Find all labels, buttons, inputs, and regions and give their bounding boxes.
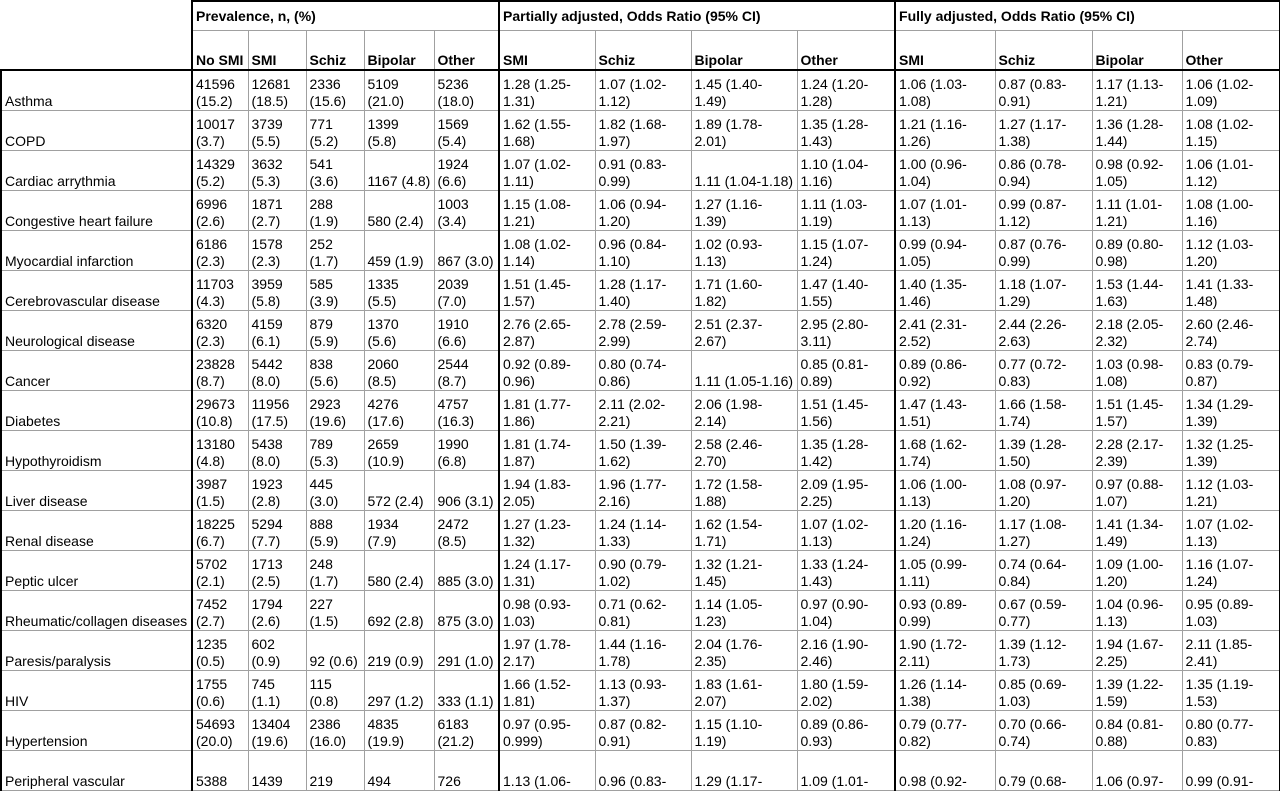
partial-or-cell: 1.83 (1.61-2.07): [691, 671, 797, 711]
row-label: Cancer: [1, 351, 192, 391]
full-or-cell: 1.17 (1.13-1.21): [1092, 70, 1182, 111]
prevalence-cell: 92 (0.6): [306, 631, 364, 671]
full-or-cell: 1.06 (1.00-1.13): [895, 471, 995, 511]
table-row: [1, 711, 1280, 751]
prevalence-cell: 2039 (7.0): [434, 271, 499, 311]
prevalence-cell: 6320 (2.3): [192, 311, 248, 351]
full-or-cell: 1.16 (1.07-1.24): [1182, 551, 1280, 591]
partial-or-cell: 2.04 (1.76-2.35): [691, 631, 797, 671]
row-label: Paresis/paralysis: [1, 631, 192, 671]
table-row: [1, 671, 1280, 711]
row-label: Myocardial infarction: [1, 231, 192, 271]
col-header-other: Other: [434, 31, 499, 71]
row-label: Neurological disease: [1, 311, 192, 351]
partial-or-cell: 0.80 (0.74-0.86): [595, 351, 691, 391]
full-or-cell: 2.44 (2.26-2.63): [995, 311, 1092, 351]
prevalence-cell: 1569 (5.4): [434, 111, 499, 151]
table-row: [1, 631, 1280, 671]
full-or-cell: 2.18 (2.05-2.32): [1092, 311, 1182, 351]
full-or-cell: 0.79 (0.68-: [995, 751, 1092, 791]
prevalence-cell: 2923 (19.6): [306, 391, 364, 431]
prevalence-cell: 1370 (5.6): [364, 311, 434, 351]
row-label: Hypothyroidism: [1, 431, 192, 471]
full-or-cell: 1.94 (1.67-2.25): [1092, 631, 1182, 671]
table-row: [1, 191, 1280, 231]
row-label: Asthma: [1, 70, 192, 111]
row-label: Liver disease: [1, 471, 192, 511]
full-or-cell: 2.60 (2.46-2.74): [1182, 311, 1280, 351]
full-or-cell: 0.99 (0.87-1.12): [995, 191, 1092, 231]
row-label: Diabetes: [1, 391, 192, 431]
partial-or-cell: 0.97 (0.90-1.04): [797, 591, 895, 631]
prevalence-cell: 6996 (2.6): [192, 191, 248, 231]
partial-or-cell: 1.07 (1.02-1.11): [499, 151, 595, 191]
row-label: HIV: [1, 671, 192, 711]
full-or-cell: 1.36 (1.28-1.44): [1092, 111, 1182, 151]
full-or-cell: 1.17 (1.08-1.27): [995, 511, 1092, 551]
partial-or-cell: 1.28 (1.25-1.31): [499, 70, 595, 111]
full-or-cell: 1.06 (0.97-: [1092, 751, 1182, 791]
full-or-cell: 1.12 (1.03-1.20): [1182, 231, 1280, 271]
full-or-cell: 2.11 (1.85-2.41): [1182, 631, 1280, 671]
partial-or-cell: 1.13 (1.06-: [499, 751, 595, 791]
full-or-cell: 1.35 (1.19-1.53): [1182, 671, 1280, 711]
prevalence-cell: 248 (1.7): [306, 551, 364, 591]
table-row: [1, 391, 1280, 431]
table-row: [1, 751, 1280, 791]
prevalence-cell: 2386 (16.0): [306, 711, 364, 751]
partial-or-cell: 1.32 (1.21-1.45): [691, 551, 797, 591]
partial-or-cell: 2.09 (1.95-2.25): [797, 471, 895, 511]
partial-or-cell: 2.51 (2.37-2.67): [691, 311, 797, 351]
table-row: [1, 351, 1280, 391]
partial-or-cell: 0.91 (0.83-0.99): [595, 151, 691, 191]
prevalence-cell: 10017 (3.7): [192, 111, 248, 151]
partial-or-cell: 2.76 (2.65-2.87): [499, 311, 595, 351]
full-or-cell: 0.70 (0.66-0.74): [995, 711, 1092, 751]
col-header-no-smi: No SMI: [192, 31, 248, 71]
full-group-header: Fully adjusted, Odds Ratio (95% CI): [895, 1, 1280, 31]
partial-or-cell: 1.94 (1.83-2.05): [499, 471, 595, 511]
full-or-cell: 1.18 (1.07-1.29): [995, 271, 1092, 311]
col-header-partial-smi: SMI: [499, 31, 595, 71]
partial-or-cell: 1.09 (1.01-: [797, 751, 895, 791]
prevalence-cell: 888 (5.9): [306, 511, 364, 551]
prevalence-cell: 18225 (6.7): [192, 511, 248, 551]
partial-or-cell: 1.15 (1.07-1.24): [797, 231, 895, 271]
prevalence-cell: 5442 (8.0): [248, 351, 306, 391]
full-or-cell: 1.06 (1.02-1.09): [1182, 70, 1280, 111]
partial-or-cell: 1.62 (1.55-1.68): [499, 111, 595, 151]
prevalence-cell: 572 (2.4): [364, 471, 434, 511]
prevalence-cell: 23828 (8.7): [192, 351, 248, 391]
partial-or-cell: 1.45 (1.40-1.49): [691, 70, 797, 111]
partial-or-cell: 1.35 (1.28-1.43): [797, 111, 895, 151]
col-header-full-smi: SMI: [895, 31, 995, 71]
prevalence-cell: 6186 (2.3): [192, 231, 248, 271]
full-or-cell: 1.11 (1.01-1.21): [1092, 191, 1182, 231]
partial-or-cell: 1.81 (1.77-1.86): [499, 391, 595, 431]
full-or-cell: 0.85 (0.69-1.03): [995, 671, 1092, 711]
full-or-cell: 1.26 (1.14-1.38): [895, 671, 995, 711]
partial-or-cell: 1.66 (1.52-1.81): [499, 671, 595, 711]
prevalence-cell: 602 (0.9): [248, 631, 306, 671]
prevalence-cell: 580 (2.4): [364, 551, 434, 591]
table-row: [1, 511, 1280, 551]
prevalence-cell: 4835 (19.9): [364, 711, 434, 751]
partial-or-cell: 1.10 (1.04-1.16): [797, 151, 895, 191]
prevalence-cell: 5294 (7.7): [248, 511, 306, 551]
partial-or-cell: 1.14 (1.05-1.23): [691, 591, 797, 631]
prevalence-cell: 13180 (4.8): [192, 431, 248, 471]
col-header-partial-schiz: Schiz: [595, 31, 691, 71]
prevalence-cell: 789 (5.3): [306, 431, 364, 471]
full-or-cell: 1.34 (1.29-1.39): [1182, 391, 1280, 431]
partial-or-cell: 1.89 (1.78-2.01): [691, 111, 797, 151]
table-row: [1, 271, 1280, 311]
partial-or-cell: 0.89 (0.86-0.93): [797, 711, 895, 751]
partial-or-cell: 0.85 (0.81-0.89): [797, 351, 895, 391]
prevalence-cell: 1755 (0.6): [192, 671, 248, 711]
partial-or-cell: 1.50 (1.39-1.62): [595, 431, 691, 471]
full-or-cell: 0.98 (0.92-: [895, 751, 995, 791]
partial-or-cell: 1.82 (1.68-1.97): [595, 111, 691, 151]
prevalence-cell: 459 (1.9): [364, 231, 434, 271]
prevalence-cell: 219 (0.9): [364, 631, 434, 671]
full-or-cell: 0.80 (0.77-0.83): [1182, 711, 1280, 751]
full-or-cell: 0.93 (0.89-0.99): [895, 591, 995, 631]
full-or-cell: 1.32 (1.25-1.39): [1182, 431, 1280, 471]
full-or-cell: 1.04 (0.96-1.13): [1092, 591, 1182, 631]
full-or-cell: 1.08 (1.02-1.15): [1182, 111, 1280, 151]
partial-or-cell: 1.24 (1.17-1.31): [499, 551, 595, 591]
full-or-cell: 2.41 (2.31-2.52): [895, 311, 995, 351]
partial-or-cell: 1.80 (1.59-2.02): [797, 671, 895, 711]
prevalence-cell: 11703 (4.3): [192, 271, 248, 311]
col-header-full-bipolar: Bipolar: [1092, 31, 1182, 71]
full-or-cell: 1.05 (0.99-1.11): [895, 551, 995, 591]
prevalence-cell: 1924 (6.6): [434, 151, 499, 191]
partial-or-cell: 0.96 (0.83-: [595, 751, 691, 791]
row-label: Peripheral vascular: [1, 751, 192, 791]
prevalence-cell: 54693 (20.0): [192, 711, 248, 751]
partial-or-cell: 1.28 (1.17-1.40): [595, 271, 691, 311]
partial-or-cell: 2.06 (1.98-2.14): [691, 391, 797, 431]
full-or-cell: 1.68 (1.62-1.74): [895, 431, 995, 471]
table-row: [1, 431, 1280, 471]
prevalence-cell: 252 (1.7): [306, 231, 364, 271]
partial-or-cell: 0.96 (0.84-1.10): [595, 231, 691, 271]
prevalence-cell: 445 (3.0): [306, 471, 364, 511]
prevalence-cell: 227 (1.5): [306, 591, 364, 631]
prevalence-cell: 219: [306, 751, 364, 791]
prevalence-cell: 4757 (16.3): [434, 391, 499, 431]
prevalence-cell: 867 (3.0): [434, 231, 499, 271]
partial-or-cell: 1.29 (1.17-: [691, 751, 797, 791]
prevalence-cell: 1439: [248, 751, 306, 791]
full-or-cell: 1.06 (1.01-1.12): [1182, 151, 1280, 191]
full-or-cell: 1.51 (1.45-1.57): [1092, 391, 1182, 431]
prevalence-cell: 291 (1.0): [434, 631, 499, 671]
prevalence-cell: 580 (2.4): [364, 191, 434, 231]
partial-or-cell: 1.07 (1.02-1.12): [595, 70, 691, 111]
full-or-cell: 0.89 (0.80-0.98): [1092, 231, 1182, 271]
full-or-cell: 1.27 (1.17-1.38): [995, 111, 1092, 151]
full-or-cell: 1.20 (1.16-1.24): [895, 511, 995, 551]
prevalence-cell: 5236 (18.0): [434, 70, 499, 111]
partial-or-cell: 1.07 (1.02-1.13): [797, 511, 895, 551]
full-or-cell: 1.09 (1.00-1.20): [1092, 551, 1182, 591]
partial-or-cell: 1.33 (1.24-1.43): [797, 551, 895, 591]
partial-or-cell: 1.71 (1.60-1.82): [691, 271, 797, 311]
full-or-cell: 1.06 (1.03-1.08): [895, 70, 995, 111]
full-or-cell: 0.86 (0.78-0.94): [995, 151, 1092, 191]
partial-or-cell: 2.78 (2.59-2.99): [595, 311, 691, 351]
full-or-cell: 1.41 (1.33-1.48): [1182, 271, 1280, 311]
prevalence-cell: 879 (5.9): [306, 311, 364, 351]
full-or-cell: 0.74 (0.64-0.84): [995, 551, 1092, 591]
partial-or-cell: 1.15 (1.08-1.21): [499, 191, 595, 231]
prevalence-cell: 1235 (0.5): [192, 631, 248, 671]
prevalence-cell: 288 (1.9): [306, 191, 364, 231]
row-label: Hypertension: [1, 711, 192, 751]
col-header-partial-bipolar: Bipolar: [691, 31, 797, 71]
prevalence-cell: 1003 (3.4): [434, 191, 499, 231]
table-row: [1, 111, 1280, 151]
full-or-cell: 0.99 (0.94-1.05): [895, 231, 995, 271]
prevalence-cell: 297 (1.2): [364, 671, 434, 711]
full-or-cell: 1.66 (1.58-1.74): [995, 391, 1092, 431]
full-or-cell: 1.08 (1.00-1.16): [1182, 191, 1280, 231]
partial-or-cell: 1.96 (1.77-2.16): [595, 471, 691, 511]
full-or-cell: 0.84 (0.81-0.88): [1092, 711, 1182, 751]
partial-or-cell: 2.58 (2.46-2.70): [691, 431, 797, 471]
prevalence-cell: 1578 (2.3): [248, 231, 306, 271]
partial-or-cell: 1.27 (1.23-1.32): [499, 511, 595, 551]
partial-or-cell: 1.15 (1.10-1.19): [691, 711, 797, 751]
partial-or-cell: 0.98 (0.93-1.03): [499, 591, 595, 631]
row-label: Peptic ulcer: [1, 551, 192, 591]
prevalence-cell: 1871 (2.7): [248, 191, 306, 231]
prevalence-cell: 4159 (6.1): [248, 311, 306, 351]
full-or-cell: 1.21 (1.16-1.26): [895, 111, 995, 151]
partial-or-cell: 2.11 (2.02-2.21): [595, 391, 691, 431]
partial-or-cell: 1.44 (1.16-1.78): [595, 631, 691, 671]
col-header-full-other: Other: [1182, 31, 1280, 71]
full-or-cell: 1.40 (1.35-1.46): [895, 271, 995, 311]
prevalence-cell: 2060 (8.5): [364, 351, 434, 391]
partial-or-cell: 1.11 (1.04-1.18): [691, 151, 797, 191]
prevalence-group-header: Prevalence, n, (%): [192, 1, 499, 31]
full-or-cell: 1.07 (1.01-1.13): [895, 191, 995, 231]
partial-group-header: Partially adjusted, Odds Ratio (95% CI): [499, 1, 895, 31]
prevalence-cell: 494: [364, 751, 434, 791]
prevalence-cell: 771 (5.2): [306, 111, 364, 151]
row-label: Rheumatic/collagen diseases: [1, 591, 192, 631]
partial-or-cell: 2.16 (1.90-2.46): [797, 631, 895, 671]
partial-or-cell: 2.95 (2.80-3.11): [797, 311, 895, 351]
full-or-cell: 0.67 (0.59-0.77): [995, 591, 1092, 631]
prevalence-cell: 12681 (18.5): [248, 70, 306, 111]
prevalence-cell: 1990 (6.8): [434, 431, 499, 471]
partial-or-cell: 1.62 (1.54-1.71): [691, 511, 797, 551]
table-row: [1, 311, 1280, 351]
full-or-cell: 0.98 (0.92-1.05): [1092, 151, 1182, 191]
partial-or-cell: 0.97 (0.95-0.999): [499, 711, 595, 751]
full-or-cell: 1.39 (1.22-1.59): [1092, 671, 1182, 711]
row-label: COPD: [1, 111, 192, 151]
partial-or-cell: 1.11 (1.05-1.16): [691, 351, 797, 391]
row-label: Renal disease: [1, 511, 192, 551]
partial-or-cell: 1.11 (1.03-1.19): [797, 191, 895, 231]
full-or-cell: 0.95 (0.89-1.03): [1182, 591, 1280, 631]
prevalence-cell: 1794 (2.6): [248, 591, 306, 631]
full-or-cell: 0.89 (0.86-0.92): [895, 351, 995, 391]
partial-or-cell: 0.92 (0.89-0.96): [499, 351, 595, 391]
prevalence-cell: 5438 (8.0): [248, 431, 306, 471]
partial-or-cell: 1.24 (1.20-1.28): [797, 70, 895, 111]
full-or-cell: 0.87 (0.76-0.99): [995, 231, 1092, 271]
partial-or-cell: 0.90 (0.79-1.02): [595, 551, 691, 591]
prevalence-cell: 906 (3.1): [434, 471, 499, 511]
full-or-cell: 2.28 (2.17-2.39): [1092, 431, 1182, 471]
prevalence-cell: 875 (3.0): [434, 591, 499, 631]
row-label: Cardiac arrythmia: [1, 151, 192, 191]
partial-or-cell: 0.71 (0.62-0.81): [595, 591, 691, 631]
prevalence-cell: 29673 (10.8): [192, 391, 248, 431]
partial-or-cell: 1.47 (1.40-1.55): [797, 271, 895, 311]
table-row: [1, 231, 1280, 271]
prevalence-cell: 1910 (6.6): [434, 311, 499, 351]
prevalence-cell: 1713 (2.5): [248, 551, 306, 591]
prevalence-cell: 585 (3.9): [306, 271, 364, 311]
full-or-cell: 1.07 (1.02-1.13): [1182, 511, 1280, 551]
full-or-cell: 1.08 (0.97-1.20): [995, 471, 1092, 511]
prevalence-cell: 3959 (5.8): [248, 271, 306, 311]
full-or-cell: 1.39 (1.12-1.73): [995, 631, 1092, 671]
prevalence-cell: 2659 (10.9): [364, 431, 434, 471]
partial-or-cell: 1.06 (0.94-1.20): [595, 191, 691, 231]
row-label: Cerebrovascular disease: [1, 271, 192, 311]
header-row-groups: [1, 1, 1280, 31]
table-row: [1, 551, 1280, 591]
full-or-cell: 0.79 (0.77-0.82): [895, 711, 995, 751]
full-or-cell: 0.77 (0.72-0.83): [995, 351, 1092, 391]
header-row-columns: [1, 31, 1280, 71]
prevalence-cell: 1934 (7.9): [364, 511, 434, 551]
prevalence-cell: 4276 (17.6): [364, 391, 434, 431]
full-or-cell: 0.87 (0.83-0.91): [995, 70, 1092, 111]
partial-or-cell: 1.81 (1.74-1.87): [499, 431, 595, 471]
table-body: [1, 70, 1280, 791]
prevalence-cell: 5388: [192, 751, 248, 791]
prevalence-cell: 3987 (1.5): [192, 471, 248, 511]
prevalence-cell: 14329 (5.2): [192, 151, 248, 191]
full-or-cell: 1.53 (1.44-1.63): [1092, 271, 1182, 311]
prevalence-cell: 1167 (4.8): [364, 151, 434, 191]
col-header-bipolar: Bipolar: [364, 31, 434, 71]
prevalence-cell: 11956 (17.5): [248, 391, 306, 431]
prevalence-cell: 2472 (8.5): [434, 511, 499, 551]
prevalence-cell: 7452 (2.7): [192, 591, 248, 631]
partial-or-cell: 1.27 (1.16-1.39): [691, 191, 797, 231]
partial-or-cell: 1.97 (1.78-2.17): [499, 631, 595, 671]
prevalence-cell: 1399 (5.8): [364, 111, 434, 151]
prevalence-cell: 1923 (2.8): [248, 471, 306, 511]
prevalence-cell: 6183 (21.2): [434, 711, 499, 751]
partial-or-cell: 1.51 (1.45-1.57): [499, 271, 595, 311]
prevalence-cell: 333 (1.1): [434, 671, 499, 711]
prevalence-cell: 838 (5.6): [306, 351, 364, 391]
full-or-cell: 1.47 (1.43-1.51): [895, 391, 995, 431]
prevalence-cell: 692 (2.8): [364, 591, 434, 631]
table-row: [1, 151, 1280, 191]
table-row: [1, 471, 1280, 511]
full-or-cell: 1.00 (0.96-1.04): [895, 151, 995, 191]
prevalence-cell: 1335 (5.5): [364, 271, 434, 311]
prevalence-cell: 3632 (5.3): [248, 151, 306, 191]
full-or-cell: 1.12 (1.03-1.21): [1182, 471, 1280, 511]
prevalence-cell: 13404 (19.6): [248, 711, 306, 751]
prevalence-cell: 5109 (21.0): [364, 70, 434, 111]
prevalence-cell: 3739 (5.5): [248, 111, 306, 151]
partial-or-cell: 1.51 (1.45-1.56): [797, 391, 895, 431]
prevalence-cell: 2544 (8.7): [434, 351, 499, 391]
partial-or-cell: 1.08 (1.02-1.14): [499, 231, 595, 271]
partial-or-cell: 1.72 (1.58-1.88): [691, 471, 797, 511]
row-label: Congestive heart failure: [1, 191, 192, 231]
full-or-cell: 1.41 (1.34-1.49): [1092, 511, 1182, 551]
partial-or-cell: 1.02 (0.93-1.13): [691, 231, 797, 271]
corner-blank-cell: [1, 1, 192, 70]
prevalence-cell: 41596 (15.2): [192, 70, 248, 111]
partial-or-cell: 1.35 (1.28-1.42): [797, 431, 895, 471]
partial-or-cell: 1.13 (0.93-1.37): [595, 671, 691, 711]
partial-or-cell: 0.87 (0.82-0.91): [595, 711, 691, 751]
full-or-cell: 1.39 (1.28-1.50): [995, 431, 1092, 471]
prevalence-cell: 115 (0.8): [306, 671, 364, 711]
prevalence-cell: 885 (3.0): [434, 551, 499, 591]
full-or-cell: 1.90 (1.72-2.11): [895, 631, 995, 671]
table-row: [1, 70, 1280, 111]
prevalence-cell: 2336 (15.6): [306, 70, 364, 111]
full-or-cell: 0.97 (0.88-1.07): [1092, 471, 1182, 511]
table-row: [1, 591, 1280, 631]
col-header-smi: SMI: [248, 31, 306, 71]
col-header-full-schiz: Schiz: [995, 31, 1092, 71]
prevalence-cell: 5702 (2.1): [192, 551, 248, 591]
full-or-cell: 1.03 (0.98-1.08): [1092, 351, 1182, 391]
partial-or-cell: 1.24 (1.14-1.33): [595, 511, 691, 551]
full-or-cell: 0.83 (0.79-0.87): [1182, 351, 1280, 391]
prevalence-cell: 726: [434, 751, 499, 791]
full-or-cell: 0.99 (0.91-: [1182, 751, 1280, 791]
col-header-schiz: Schiz: [306, 31, 364, 71]
prevalence-cell: 541 (3.6): [306, 151, 364, 191]
prevalence-cell: 745 (1.1): [248, 671, 306, 711]
col-header-partial-other: Other: [797, 31, 895, 71]
